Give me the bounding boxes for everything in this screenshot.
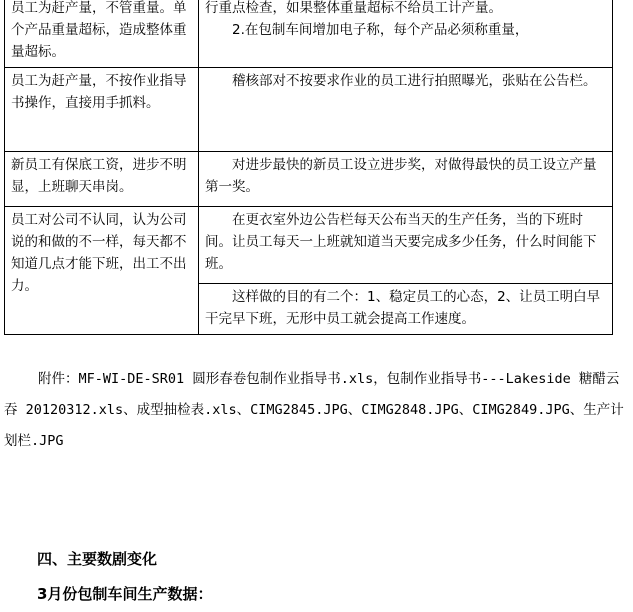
measure-text: 行重点检查，如果整体重量超标不给员工计产量。 <box>205 0 502 16</box>
sub-heading: 3月份包制车间生产数据： <box>37 585 213 603</box>
table-row <box>5 68 613 152</box>
measure-text: 在更衣室外边公告栏每天公布当天的生产任务，当的下班时间。让员工每天一上班就知道当天要完成多少任务，什么时间能下班。 <box>205 212 597 272</box>
problem-cell: 员工为赶产量，不管重量。单个产品重量超标，造成整体重量超标。 <box>5 0 199 68</box>
problem-cell: 新员工有保底工资，进步不明显，上班聊天串岗。 <box>5 152 199 207</box>
measure-cell <box>199 152 613 207</box>
measure-cell <box>199 68 613 152</box>
measure-cell <box>199 0 613 68</box>
table-row <box>5 0 613 68</box>
measure-cell <box>199 284 613 335</box>
measure-cell <box>199 207 613 284</box>
problem-cell: 员工对公司不认同，认为公司说的和做的不一样，每天都不知道几点才能下班，出工不出力。 <box>5 207 199 335</box>
section-heading: 四、主要数剧变化 <box>37 550 158 568</box>
table-row <box>5 207 613 284</box>
measure-text: 这样做的目的有二个：1、稳定员工的心态，2、让员工明白早干完早下班，无形中员工就会提高工作速度。 <box>205 289 601 327</box>
measure-text: 稽核部对不按要求作业的员工进行拍照曝光，张贴在公告栏。 <box>232 73 597 89</box>
measure-text: 2.在包制车间增加电子称，每个产品必须称重量， <box>232 22 529 38</box>
measure-text: 对进步最快的新员工设立进步奖，对做得最快的员工设立产量第一奖。 <box>205 157 597 195</box>
problem-cell: 员工为赶产量，不按作业指导书操作，直接用手抓料。 <box>5 68 199 152</box>
attachment-paragraph: 附件：MF-WI-DE-SR01 圆形春卷包制作业指导书.xls，包制作业指导书---Lakeside 糖醋云吞 20120312.xls、成型抽检表.xls、CIMG2845.JPG、CIMG2848.JPG、CIMG2849.JPG、生产计划栏.JPG <box>4 371 624 449</box>
measures-table <box>4 0 613 335</box>
table-row <box>5 152 613 207</box>
